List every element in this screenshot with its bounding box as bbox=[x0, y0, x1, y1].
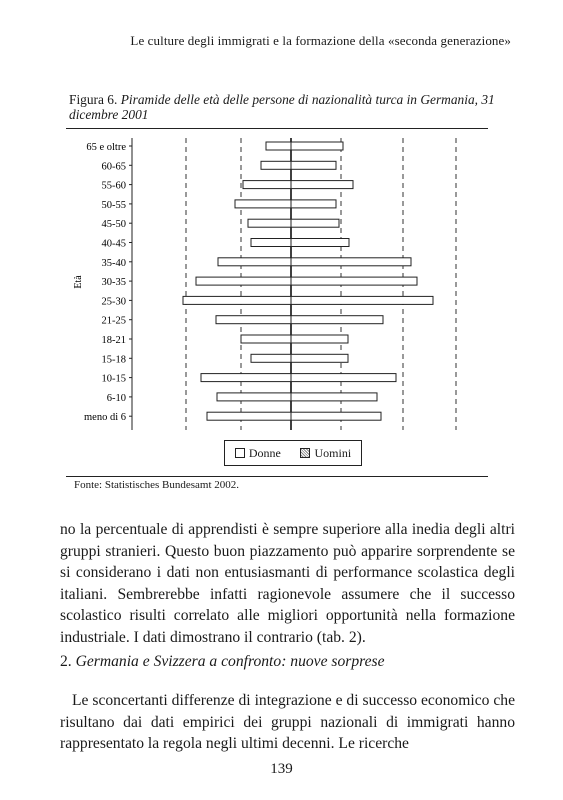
bar-donne bbox=[183, 296, 291, 304]
bar-donne bbox=[235, 200, 291, 208]
y-tick-label: 10-15 bbox=[101, 373, 126, 385]
page-number: 139 bbox=[270, 761, 293, 777]
legend-item-donne bbox=[235, 446, 281, 461]
y-tick-label: 25-30 bbox=[101, 296, 126, 308]
y-tick-label: 35-40 bbox=[101, 257, 126, 269]
bar-donne bbox=[251, 354, 291, 362]
paragraph-2 bbox=[60, 690, 515, 755]
y-tick-label: 40-45 bbox=[101, 238, 126, 250]
age-pyramid-chart bbox=[62, 130, 482, 430]
legend-swatch-donne bbox=[235, 448, 245, 458]
bar-uomini bbox=[291, 296, 433, 304]
bar-donne bbox=[217, 393, 291, 401]
paragraph-1-text: no la percentuale di apprendisti è sempre superiore alla inedia degli altri gruppi stranieri. Questo buon piazzamento può apparire sorprendente se si considerano i dati non entusiasmanti di performance scolastica degli italiani. Sembrerebbe infatti ragionevole assumere che il successo scolastico risulti correlato alle migliori opportunità nella formazione industriale. I dati dimostrano il contrario (tab. 2). bbox=[60, 521, 515, 646]
y-tick-label: 18-21 bbox=[101, 335, 126, 346]
bar-donne bbox=[251, 239, 291, 247]
section-title: Germania e Svizzera a confronto: nuove sorprese bbox=[75, 653, 385, 670]
bar-donne bbox=[266, 142, 291, 150]
bar-uomini bbox=[291, 316, 383, 324]
y-tick-label: 21-25 bbox=[101, 315, 126, 327]
chart-legend bbox=[224, 440, 362, 466]
legend-item-uomini bbox=[300, 446, 351, 461]
legend-label-uomini: Uomini bbox=[314, 445, 352, 460]
bar-uomini bbox=[291, 219, 339, 227]
paragraph-2-text: Le sconcertanti differenze di integrazione e di successo economico che risultano dai dati empirici dei gruppi nazionali di immigrati hanno rappresentato la regola negli ultimi decenni. Le ricerche bbox=[60, 692, 515, 752]
y-tick-label: 15-18 bbox=[101, 354, 126, 366]
running-head: Le culture degli immigrati e la formazione della «seconda generazione» bbox=[130, 33, 511, 48]
y-tick-label: 50-55 bbox=[101, 199, 126, 211]
y-tick-label: 30-35 bbox=[101, 277, 126, 289]
bar-donne bbox=[241, 335, 291, 343]
legend-label-donne: Donne bbox=[248, 445, 281, 460]
figure-top-rule bbox=[66, 128, 488, 129]
figure-caption-text: Piramide delle età delle persone di nazionalità turca in Germania, 31 dicembre 2001 bbox=[69, 92, 495, 122]
bar-uomini bbox=[291, 200, 336, 208]
bar-donne bbox=[261, 161, 291, 169]
bar-uomini bbox=[291, 374, 396, 382]
section-number: 2. bbox=[60, 653, 72, 670]
bar-uomini bbox=[291, 335, 348, 343]
y-tick-label: 55-60 bbox=[101, 180, 126, 192]
y-tick-label: 45-50 bbox=[101, 219, 126, 231]
bar-donne bbox=[248, 219, 291, 227]
bar-uomini bbox=[291, 354, 348, 362]
paragraph-1 bbox=[60, 519, 515, 648]
figure-caption bbox=[69, 92, 501, 122]
y-tick-label: 6-10 bbox=[106, 392, 126, 404]
section-heading bbox=[60, 653, 385, 671]
y-tick-label: meno di 6 bbox=[84, 412, 126, 424]
bar-uomini bbox=[291, 277, 417, 285]
legend-swatch-uomini bbox=[300, 448, 310, 458]
bar-donne bbox=[243, 181, 291, 189]
bar-uomini bbox=[291, 239, 349, 247]
bar-donne bbox=[218, 258, 291, 266]
y-axis-title: Età bbox=[73, 275, 84, 289]
figure-label: Figura 6. bbox=[69, 92, 118, 107]
bar-uomini bbox=[291, 161, 336, 169]
figure-bottom-rule bbox=[66, 476, 488, 477]
y-tick-label: 65 e oltre bbox=[86, 142, 126, 153]
y-tick-label: 60-65 bbox=[101, 161, 126, 173]
bar-donne bbox=[201, 374, 291, 382]
bar-donne bbox=[216, 316, 291, 324]
bar-uomini bbox=[291, 393, 377, 401]
bar-uomini bbox=[291, 258, 411, 266]
figure-source: Fonte: Statistisches Bundesamt 2002. bbox=[74, 479, 239, 491]
bar-uomini bbox=[291, 181, 353, 189]
bar-uomini bbox=[291, 142, 343, 150]
bar-donne bbox=[207, 412, 291, 420]
bar-uomini bbox=[291, 412, 381, 420]
bar-donne bbox=[196, 277, 291, 285]
